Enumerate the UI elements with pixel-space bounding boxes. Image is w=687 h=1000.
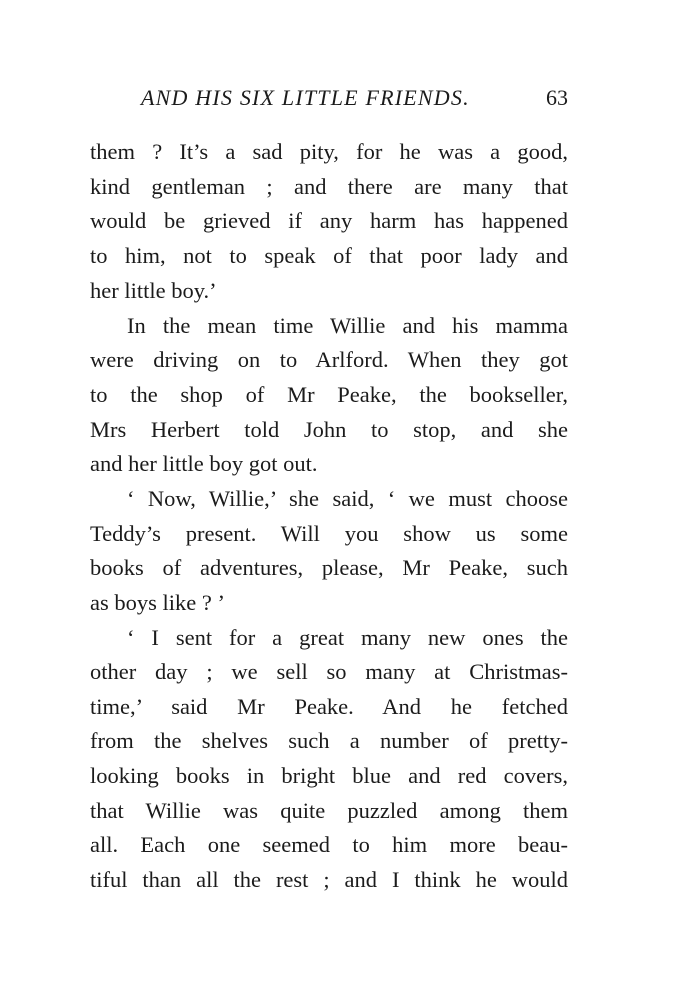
text-line: from the shelves such a number of pretty- — [90, 728, 568, 753]
text-line: and her little boy got out. — [90, 451, 318, 476]
text-line: kind gentleman ; and there are many that — [90, 174, 568, 199]
text-line: Mrs Herbert told John to stop, and she — [90, 417, 568, 442]
page-header — [90, 85, 568, 119]
text-line: that Willie was quite puzzled among them — [90, 798, 568, 823]
text-line: to him, not to speak of that poor lady and — [90, 243, 568, 268]
text-line: looking books in bright blue and red covers, — [90, 763, 568, 788]
text-line: time,’ said Mr Peake. And he fetched — [90, 694, 568, 719]
paragraph-first-line: ‘ Now, Willie,’ she said, ‘ we must choose — [127, 486, 568, 511]
text-line: were driving on to Arlford. When they got — [90, 347, 568, 372]
text-line: other day ; we sell so many at Christmas- — [90, 659, 568, 684]
paragraph-first-line: In the mean time Willie and his mamma — [127, 313, 568, 338]
text-line: to the shop of Mr Peake, the bookseller, — [90, 382, 568, 407]
text-line: tiful than all the rest ; and I think he would — [90, 867, 568, 892]
text-line: Teddy’s present. Will you show us some — [90, 521, 568, 546]
text-line: all. Each one seemed to him more beau- — [90, 832, 568, 857]
running-head: AND HIS SIX LITTLE FRIENDS. — [141, 85, 470, 110]
text-line: as boys like ? ’ — [90, 590, 225, 615]
text-line: would be grieved if any harm has happened — [90, 208, 568, 233]
paragraph-first-line: ‘ I sent for a great many new ones the — [127, 625, 568, 650]
text-line: her little boy.’ — [90, 278, 217, 303]
text-line: books of adventures, please, Mr Peake, such — [90, 555, 568, 580]
text-line: them ? It’s a sad pity, for he was a good, — [90, 139, 568, 164]
page-number: 63 — [546, 85, 568, 110]
